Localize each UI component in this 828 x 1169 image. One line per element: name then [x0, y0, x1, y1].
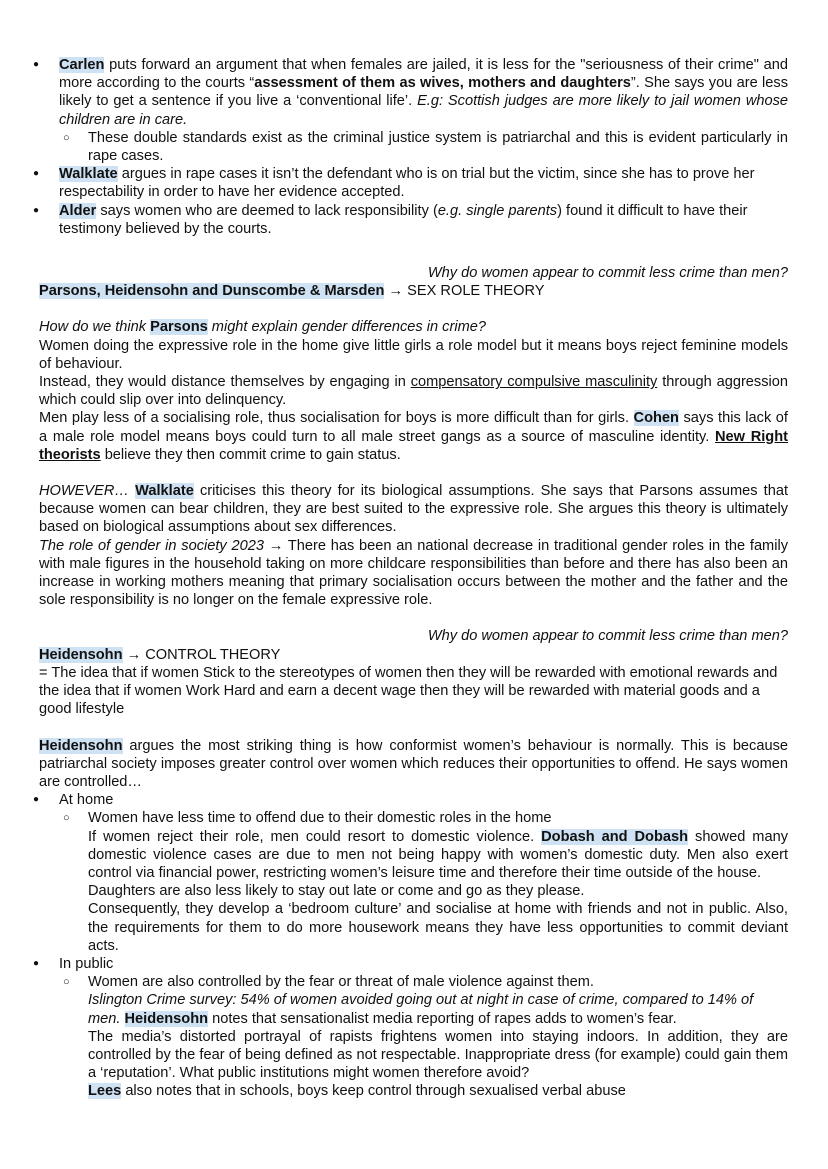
list-item-in-public: ● In public: [39, 955, 788, 973]
name-highlight-cohen: Cohen: [633, 410, 679, 427]
sub-paragraph: Islington Crime survey: 54% of women avoided going out at night in case of crime, compared to 14% of men. Heidensohn notes that sensationalist media reporting of rapes adds to women’s fear.: [88, 992, 754, 1027]
sub-item-double-standards: ○ These double standards exist as the criminal justice system is patriarchal and this is evident particularly in rape cases.: [39, 129, 788, 165]
key-term-new-right: New Right theorists: [39, 428, 788, 463]
heading-name: Heidensohn: [39, 646, 123, 663]
key-term: compensatory compulsive masculinity: [410, 374, 658, 391]
name-highlight-dobash: Dobash and Dobash: [541, 828, 689, 845]
sub-paragraph: Lees also notes that in schools, boys keep control through sexualised verbal abuse: [88, 1083, 626, 1100]
section-question: Why do women appear to commit less crime than men?: [427, 265, 788, 282]
list-item-walklate: ● Walklate argues in rape cases it isn’t the defendant who is on trial but the victim, since she has to prove her respectability in order to have her evidence accepted.: [39, 165, 788, 201]
name-highlight-alder: Alder: [59, 202, 97, 219]
paragraph: Heidensohn argues the most striking thing is how conformist women’s behaviour is normally. This is because patriarchal society imposes greater control over women which reduces their opportunities to offend. He says women are controlled…: [39, 737, 788, 790]
paragraph: Instead, they would distance themselves by engaging in compensatory compulsive masculinity through aggression which could slip over into delinquency.: [39, 374, 788, 409]
paragraph: Women doing the expressive role in the home give little girls a role model but it means boys reject feminine models of behaviour.: [39, 337, 788, 372]
sub-paragraph: If women reject their role, men could resort to domestic violence. Dobash and Dobash showed many domestic violence cases are due to men not being happy with women’s domestic duty. Men also exert control via financial power, restricting women’s leisure time and therefore their time outside of the house.: [88, 828, 788, 881]
name-highlight-lees: Lees: [88, 1083, 122, 1100]
name-highlight-carlen: Carlen: [59, 57, 105, 73]
sub-paragraph: Daughters are also less likely to stay out late or come and go as they please.: [88, 883, 585, 900]
paragraph: Men play less of a socialising role, thus socialisation for boys is more difficult than for girls. Cohen says this lack of a male role model means boys could turn to all male street gangs as a source of masculine identity. New Right theorists believe they then commit crime to gain status.: [39, 410, 788, 463]
question-parsons: How do we think Parsons might explain gender differences in crime?: [39, 319, 486, 336]
section-heading-control: Heidensohn → CONTROL THEORY: [39, 646, 281, 663]
section-question: Why do women appear to commit less crime than men?: [427, 628, 788, 645]
sub-item-home: ○ Women have less time to offend due to their domestic roles in the home: [39, 809, 788, 827]
sub-paragraph: The media’s distorted portrayal of rapists frightens women into staying indoors. In addition, they are controlled by the fear of being defined as not respectable. Inappropriate dress (for example) could gain them a ‘reputation’. What public institutions might women therefore avoid?: [88, 1028, 788, 1082]
name-highlight-parsons: Parsons: [150, 319, 208, 336]
definition: = The idea that if women Stick to the stereotypes of women then they will be rewarded with emotional rewards and the idea that if women Work Hard and earn a decent wage then they will be rewarded with material goods and a good lifestyle: [39, 664, 778, 718]
paragraph-however: HOWEVER… Walklate criticises this theory for its biological assumptions. She says that Parsons assumes that because women can bear children, they are best suited to the expressive role. She argues this theory is ultimately based on biological assumptions about sex differences.: [39, 483, 789, 536]
name-highlight-heidensohn: Heidensohn: [124, 1010, 209, 1027]
list-item-alder: ● Alder says women who are deemed to lack responsibility (e.g. single parents) found it difficult to have their testimony believed by the courts.: [39, 202, 788, 238]
name-highlight-walklate: Walklate: [135, 483, 194, 500]
paragraph-role-of-gender: The role of gender in society 2023 → There has been an national decrease in traditional gender roles in the family with male figures in the household taking on more childcare responsibilities than before and there has also been an increase in working mothers meaning that primary socialisation occurs between the mother and the father and the sole responsibility is no longer on the female expressive role.: [39, 537, 788, 609]
name-highlight-heidensohn: Heidensohn: [39, 737, 123, 754]
sub-item-public: ○ Women are also controlled by the fear or threat of male violence against them.: [39, 973, 788, 991]
name-highlight-walklate: Walklate: [59, 166, 118, 183]
list-item-at-home: ● At home: [39, 791, 788, 809]
list-item-carlen: ● Carlen puts forward an argument that when females are jailed, it is less for the "seriousness of their crime" and more according to the courts “assessment of them as wives, mothers and daughters”. She says you are less likely to get a sentence if you live a ‘conventional life’. E.g: Scottish judges are more likely to jail women whose children are in care.: [39, 56, 788, 129]
heading-names: Parsons, Heidensohn and Dunscombe & Marsden: [39, 283, 385, 300]
document-page: [39, 56, 788, 1101]
section-heading-sex-role: Parsons, Heidensohn and Dunscombe & Marsden → SEX ROLE THEORY: [39, 283, 545, 300]
sub-paragraph: Consequently, they develop a ‘bedroom culture’ and socialise at home with friends and not in public. Also, the requirements for them to do more housework means they have less opportunities to commit deviant acts.: [88, 901, 788, 954]
